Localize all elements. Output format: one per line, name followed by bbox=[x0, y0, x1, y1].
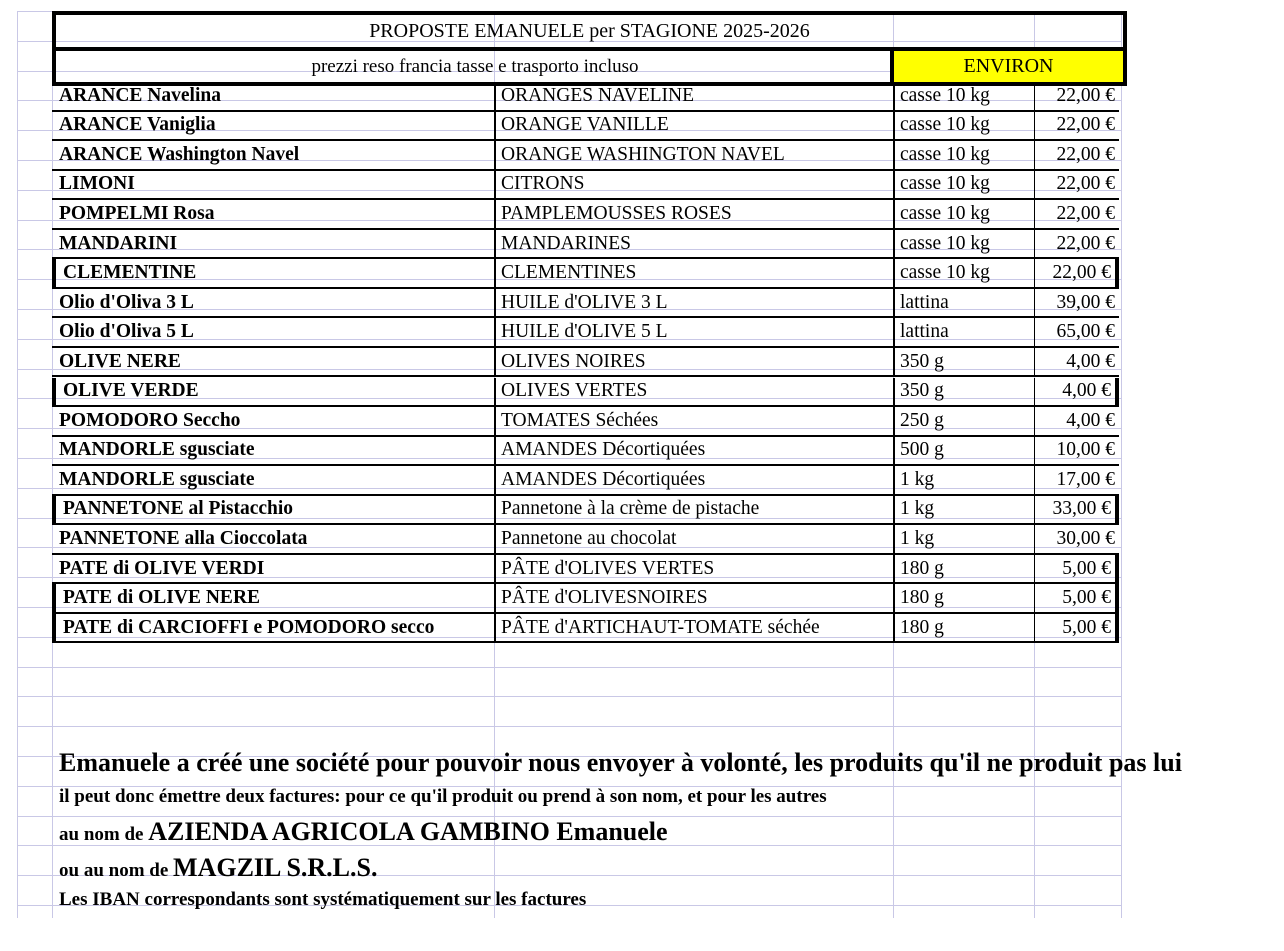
price-cell: 22,00 € bbox=[1034, 141, 1119, 171]
product-name-it: OLIVE VERDE bbox=[52, 378, 494, 408]
product-name-fr: AMANDES Décortiquées bbox=[494, 466, 893, 496]
price-cell: 65,00 € bbox=[1034, 318, 1119, 348]
product-name-it: PATE di CARCIOFFI e POMODORO secco bbox=[52, 614, 494, 644]
product-name-fr: PÂTE d'ARTICHAUT-TOMATE séchée bbox=[494, 614, 893, 644]
grid-line bbox=[17, 11, 18, 918]
environ-cell: ENVIRON bbox=[890, 47, 1127, 86]
table-row bbox=[52, 82, 1119, 112]
unit-cell: 1 kg bbox=[893, 525, 1034, 555]
price-cell: 17,00 € bbox=[1034, 466, 1119, 496]
price-cell: 39,00 € bbox=[1034, 289, 1119, 319]
table-row bbox=[52, 348, 1119, 378]
product-name-fr: OLIVES VERTES bbox=[494, 378, 893, 408]
unit-cell: 350 g bbox=[893, 348, 1034, 378]
product-name-it: ARANCE Vaniglia bbox=[52, 112, 494, 142]
unit-cell: casse 10 kg bbox=[893, 141, 1034, 171]
unit-cell: 350 g bbox=[893, 378, 1034, 408]
price-cell: 10,00 € bbox=[1034, 437, 1119, 467]
table-row bbox=[52, 378, 1119, 408]
grid-line bbox=[1121, 11, 1122, 918]
product-name-fr: CITRONS bbox=[494, 171, 893, 201]
price-cell: 22,00 € bbox=[1034, 230, 1119, 260]
note-line-3 bbox=[59, 817, 668, 847]
unit-cell: lattina bbox=[893, 318, 1034, 348]
unit-cell: casse 10 kg bbox=[893, 82, 1034, 112]
unit-cell: 500 g bbox=[893, 437, 1034, 467]
price-cell: 22,00 € bbox=[1034, 82, 1119, 112]
company-name-1: AZIENDA AGRICOLA GAMBINO Emanuele bbox=[148, 817, 668, 846]
table-row bbox=[52, 112, 1119, 142]
product-name-fr: HUILE d'OLIVE 5 L bbox=[494, 318, 893, 348]
product-name-fr: ORANGES NAVELINE bbox=[494, 82, 893, 112]
unit-cell: 180 g bbox=[893, 584, 1034, 614]
table-row bbox=[52, 584, 1119, 614]
table-row bbox=[52, 200, 1119, 230]
product-name-it: CLEMENTINE bbox=[52, 259, 494, 289]
subtitle-cell: prezzi reso francia tasse e trasporto incluso bbox=[52, 47, 894, 86]
product-name-it: OLIVE NERE bbox=[52, 348, 494, 378]
table-row bbox=[52, 466, 1119, 496]
price-cell: 5,00 € bbox=[1034, 614, 1119, 644]
product-name-it: POMPELMI Rosa bbox=[52, 200, 494, 230]
table-row bbox=[52, 171, 1119, 201]
product-name-it: PANNETONE al Pistacchio bbox=[52, 496, 494, 526]
note-line-1: Emanuele a créé une société pour pouvoir nous envoyer à volonté, les produits qu'il ne produit pas lui bbox=[59, 748, 1182, 777]
price-cell: 33,00 € bbox=[1034, 496, 1119, 526]
table-row bbox=[52, 555, 1119, 585]
note-line-4 bbox=[59, 853, 377, 883]
table-row bbox=[52, 259, 1119, 289]
product-name-fr: OLIVES NOIRES bbox=[494, 348, 893, 378]
price-cell: 4,00 € bbox=[1034, 348, 1119, 378]
product-name-it: Olio d'Oliva 3 L bbox=[52, 289, 494, 319]
product-name-it: LIMONI bbox=[52, 171, 494, 201]
unit-cell: casse 10 kg bbox=[893, 200, 1034, 230]
note-line-5: Les IBAN correspondants sont systématiquement sur les factures bbox=[59, 889, 587, 910]
page-title: PROPOSTE EMANUELE per STAGIONE 2025-2026 bbox=[52, 11, 1127, 51]
price-cell: 4,00 € bbox=[1034, 407, 1119, 437]
table-row bbox=[52, 496, 1119, 526]
unit-cell: lattina bbox=[893, 289, 1034, 319]
unit-cell: 180 g bbox=[893, 555, 1034, 585]
grid-line bbox=[17, 726, 1121, 727]
product-name-it: PANNETONE alla Cioccolata bbox=[52, 525, 494, 555]
price-cell: 4,00 € bbox=[1034, 378, 1119, 408]
grid-line bbox=[17, 667, 1121, 668]
table-row bbox=[52, 614, 1119, 644]
product-name-fr: ORANGE WASHINGTON NAVEL bbox=[494, 141, 893, 171]
product-name-fr: ORANGE VANILLE bbox=[494, 112, 893, 142]
unit-cell: casse 10 kg bbox=[893, 171, 1034, 201]
product-name-it: MANDARINI bbox=[52, 230, 494, 260]
note-line-2: il peut donc émettre deux factures: pour ce qu'il produit ou prend à son nom, et pour les autres bbox=[59, 786, 827, 807]
unit-cell: 1 kg bbox=[893, 466, 1034, 496]
product-name-fr: HUILE d'OLIVE 3 L bbox=[494, 289, 893, 319]
product-name-fr: AMANDES Décortiquées bbox=[494, 437, 893, 467]
product-name-it: MANDORLE sgusciate bbox=[52, 466, 494, 496]
price-cell: 22,00 € bbox=[1034, 259, 1119, 289]
product-name-fr: PÂTE d'OLIVESNOIRES bbox=[494, 584, 893, 614]
unit-cell: casse 10 kg bbox=[893, 259, 1034, 289]
price-cell: 22,00 € bbox=[1034, 200, 1119, 230]
table-row bbox=[52, 230, 1119, 260]
unit-cell: 250 g bbox=[893, 407, 1034, 437]
price-cell: 22,00 € bbox=[1034, 112, 1119, 142]
table-row bbox=[52, 407, 1119, 437]
company-name-2: MAGZIL S.R.L.S. bbox=[173, 853, 378, 882]
product-name-it: Olio d'Oliva 5 L bbox=[52, 318, 494, 348]
price-cell: 30,00 € bbox=[1034, 525, 1119, 555]
table-row bbox=[52, 525, 1119, 555]
table-row bbox=[52, 437, 1119, 467]
product-name-it: POMODORO Seccho bbox=[52, 407, 494, 437]
price-cell: 5,00 € bbox=[1034, 555, 1119, 585]
unit-cell: 1 kg bbox=[893, 496, 1034, 526]
product-name-fr: Pannetone à la crème de pistache bbox=[494, 496, 893, 526]
product-name-it: ARANCE Washington Navel bbox=[52, 141, 494, 171]
price-cell: 5,00 € bbox=[1034, 584, 1119, 614]
table-row bbox=[52, 289, 1119, 319]
unit-cell: 180 g bbox=[893, 614, 1034, 644]
product-name-fr: CLEMENTINES bbox=[494, 259, 893, 289]
note-line-4-prefix: ou au nom de bbox=[59, 860, 174, 881]
product-name-it: MANDORLE sgusciate bbox=[52, 437, 494, 467]
unit-cell: casse 10 kg bbox=[893, 112, 1034, 142]
table-row bbox=[52, 141, 1119, 171]
product-name-it: PATE di OLIVE VERDI bbox=[52, 555, 494, 585]
product-name-fr: Pannetone au chocolat bbox=[494, 525, 893, 555]
note-line-3-prefix: au nom de bbox=[59, 824, 149, 845]
table-row bbox=[52, 318, 1119, 348]
product-name-fr: PAMPLEMOUSSES ROSES bbox=[494, 200, 893, 230]
price-cell: 22,00 € bbox=[1034, 171, 1119, 201]
product-name-fr: MANDARINES bbox=[494, 230, 893, 260]
product-name-it: PATE di OLIVE NERE bbox=[52, 584, 494, 614]
grid-line bbox=[17, 696, 1121, 697]
product-name-fr: TOMATES Séchées bbox=[494, 407, 893, 437]
product-name-fr: PÂTE d'OLIVES VERTES bbox=[494, 555, 893, 585]
unit-cell: casse 10 kg bbox=[893, 230, 1034, 260]
product-name-it: ARANCE Navelina bbox=[52, 82, 494, 112]
